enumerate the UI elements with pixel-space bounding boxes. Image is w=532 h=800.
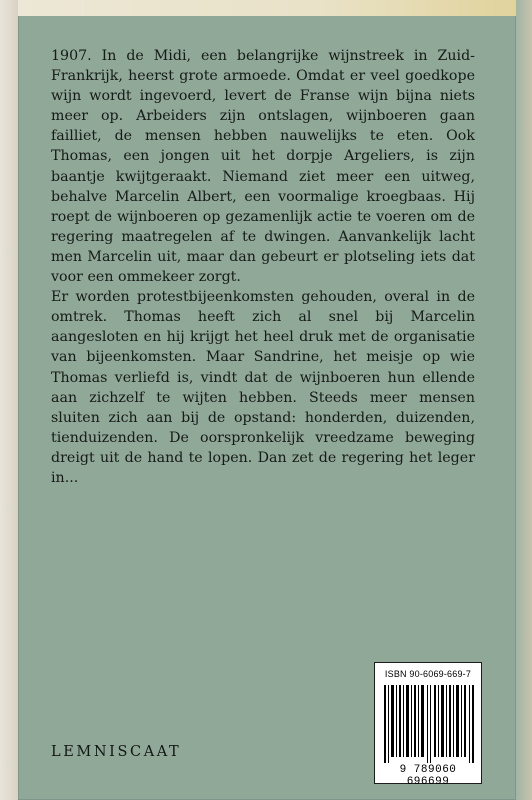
book-spine (0, 0, 18, 800)
barcode-number: 9 789060 696699 (399, 764, 457, 788)
isbn-label: ISBN 90-6069-669-7 (384, 669, 472, 679)
barcode-bars (384, 685, 474, 763)
cover-top-edge (18, 0, 516, 16)
blurb-paragraph: 1907. In de Midi, een belangrijke wijnstreek in Zuid-Frankrijk, heerst grote armoede. Omdat er veel goedkope wijn wordt ingevoerd, levert de Franse wijn bijna niets meer op. Arbeiders zijn ontslagen, wijnboeren gaan failliet, de mensen hebben nauwelijks te eten. Ook Thomas, een jongen uit het dorpje Argeliers, is zijn baantje kwijtgeraakt. Niemand ziet meer een uitweg, behalve Marcelin Albert, een voormalige kroegbaas. Hij roept de wijnboeren op gezamenlijk actie te voeren om de regering maatregelen af te dwingen. Aanvankelijk lacht men Marcelin uit, maar dan gebeurt er plotseling iets dat voor een ommekeer zorgt. (51, 48, 475, 286)
blurb-paragraph: Er worden protestbijeenkomsten gehouden, overal in de omtrek. Thomas heeft zich al snel bij Marcelin aangesloten en hij krijgt het heel druk met de organisatie van bijeenkomsten. Maar Sandrine, het meisje op wie Thomas verliefd is, vindt dat de wijnboeren hun ellende aan zichzelf te wijten hebben. Steeds meer mensen sluiten zich aan bij de opstand: honderden, duizenden, tienduizenden. De oorspronkelijk vreedzame beweging dreigt uit de hand te lopen. Dan zet de regering het leger in... (51, 289, 475, 486)
isbn-barcode-box (374, 662, 482, 788)
back-cover-blurb (51, 46, 475, 488)
cover-right-edge (516, 0, 532, 800)
publisher-name: LEMNISCAAT (51, 744, 182, 760)
